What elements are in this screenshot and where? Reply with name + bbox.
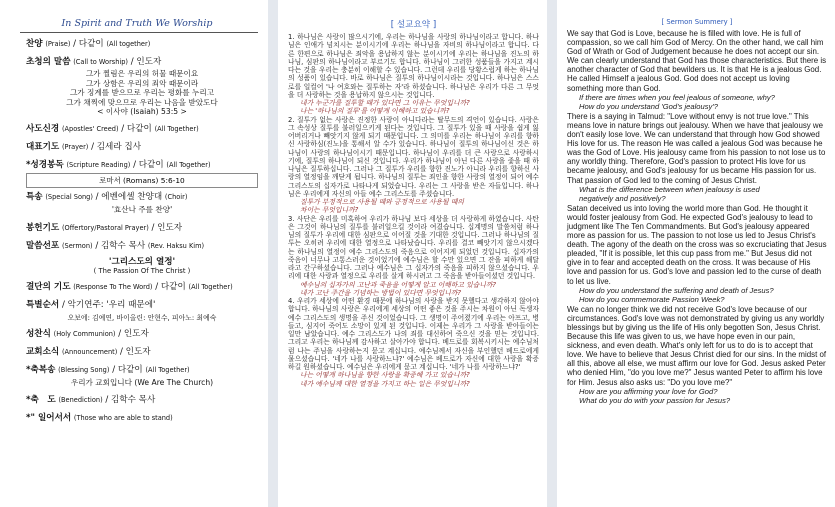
reflection-question: 내가 예수님께 대한 열정을 가지고 하는 일은 무엇입니까?	[300, 379, 470, 388]
order-item	[26, 124, 258, 135]
item-name: 교회소식	[26, 346, 60, 357]
item-leader-english: (All Together)	[188, 282, 233, 291]
item-english: (Call to Worship)	[73, 58, 129, 66]
korean-summary-panel	[278, 0, 547, 507]
summary-paragraph: 3. 사단은 우리를 미혹하여 우리가 하나님 보다 세상을 더 사랑하게 하였습니다. 사탄은 그것이 하나님의 질투를 불러일으킬 것이라 여겼습니다. 십계명의 말씀처럼 하나님의 질투가 우리에 대한 심판으로 이어질 것을 기대한 것입니다. 그러나 하나님의 질투는 오히려 우리에 대한 열정으로 나타났습니다. 우리를 결코 빼앗기지 않으시겠다는 하나님의 열정이 예수 그리스도의 죽음으로 이어지게 되었던 것입니다. 십자가의 죽음이 너무나 고통스러운 것이었기에 예수님은 할 수만 있으면 그 잔을 피하게 해달라고 간구하셨습니다. 그러나 예수님은 그 십자가의 죽음을 피하지 않으셨습니다. 우리에 대한 사랑과 열정으로 우리를 살게 하시려고 그 죽음을 받아들이셨던 것입니다.	[288, 214, 539, 281]
call-to-worship-text	[26, 69, 258, 117]
item-leader-english: (All together)	[106, 40, 151, 48]
item-name: 말씀선포	[26, 240, 60, 251]
reflection-question: How do you understand the suffering and death of Jesus?	[579, 285, 774, 295]
summary-paragraph: Satan deceived us into loving the world more than God. He thought it would foster jealousy from God. He expected God's jealousy to lead to judgment like The Ten Commandments. But God's jealousy appeared more as passion for us. The passion to not lose us led to Jesus Christ's death. The agony of the death on the cross was so excruciating that Jesus pleaded, "If it is possible, let this cup pass from me." But Jesus did not give in to fear and accepted death on the cross. It was because of His love and passion for us. God's love and passion led to the curse of death to let us live.	[567, 203, 827, 286]
item-english: (Special Song)	[45, 192, 93, 201]
reflection-question: What is the difference between when jealousy is used	[579, 184, 760, 194]
item-leader: / 다같이	[121, 123, 152, 134]
english-summary-title: [ Sermon Summery ]	[661, 18, 733, 26]
english-summary-body	[567, 29, 827, 406]
reflection-question: 내가 고난 주간을 기념하는 방법이 있다면 무엇입니까?	[300, 288, 462, 297]
english-summary-panel	[557, 0, 835, 507]
order-item	[26, 282, 258, 293]
reflection-question: How do you commemorate Passion Week?	[579, 295, 725, 305]
stand-note	[26, 413, 258, 424]
item-leader: / 다같이	[133, 159, 164, 170]
item-leader: / 에벤에셀 찬양대	[95, 191, 163, 202]
verse-line: 그가 채찍에 맞으므로 우리는 나음을 받았도다	[66, 97, 218, 107]
item-english: (Apostles' Creed)	[61, 124, 119, 133]
reflection-question: What do you do with your passion for Jesus?	[579, 396, 731, 406]
item-name: 초청의 말씀	[26, 57, 71, 67]
item-name: 봉헌기도	[26, 222, 60, 233]
item-name: 특송	[26, 191, 43, 202]
item-english: (Offertory/Pastoral Prayer)	[61, 223, 149, 232]
item-english: (Benediction)	[58, 395, 103, 404]
sermon-title: '그리스도의 열정'	[108, 256, 176, 267]
verse-line: 그가 징계를 받으므로 우리는 평화를 누리고	[69, 88, 215, 98]
reflection-question: negatively and positively?	[579, 194, 666, 204]
reflection-question: If there are times when you feel jealous of someone, why?	[579, 92, 775, 102]
reflection-question: 나는 어떻게 하나님을 향한 사랑을 확증해 가고 있습니까?	[300, 371, 470, 380]
item-name: *" 일어서서	[26, 412, 72, 423]
verse-reference: < 이사야 (Isaiah) 53:5 >	[97, 107, 187, 117]
item-name: 결단의 기도	[26, 281, 71, 292]
item-leader-english: (All Together)	[154, 124, 199, 133]
special-song-title: '효산나 주를 찬양'	[111, 204, 173, 214]
item-leader-english: (All Together)	[145, 365, 190, 374]
item-leader: / 김학수 목사	[95, 240, 146, 251]
item-leader: / 인도자	[118, 328, 149, 339]
item-name: 성찬식	[26, 328, 51, 339]
header-divider	[20, 32, 258, 33]
order-item	[26, 365, 258, 376]
order-item	[26, 192, 258, 203]
item-leader: / 다같이	[112, 364, 143, 375]
reflection-question: How do you understand 'God's jealousy'?	[579, 102, 719, 112]
item-english: (Sermon)	[61, 241, 93, 250]
worship-order-panel	[0, 0, 268, 507]
item-leader: / 김세라 집사	[91, 141, 141, 152]
order-item	[26, 241, 258, 252]
reflection-question: 내가 누군가를 질투할 때가 있다면 그 이유는 무엇입니까?	[300, 99, 470, 107]
item-english: (Scripture Reading)	[66, 160, 131, 169]
order-item	[26, 223, 258, 234]
item-name: 사도신경	[26, 123, 60, 134]
scripture-reference-box: 로마서 (Romans) 5:6-10	[26, 173, 258, 188]
item-leader: / 인도자	[151, 222, 183, 233]
summary-paragraph: There is a saying in Talmud: "Love without envy is not true love." This means love in nature brings out jealousy. When we have that jealousy we don't easily lose love. We can understand that through how God showed His love for us. The reason He was called a jealous God was because he was the God of Love. His jealousy came from his passion to not lose us to any worldly thing. Therefore, God's passion to protect His love for us became jealousy, and God's jealousy for us became His passion for us. That passion of God led to the coming of Jesus Christ.	[567, 111, 826, 185]
item-leader: / 다같이	[155, 281, 186, 292]
item-name: 대표기도	[26, 141, 60, 152]
item-name: *축복송	[26, 364, 56, 375]
item-name: 찬양	[26, 39, 43, 49]
korean-summary-body	[288, 33, 539, 388]
order-item	[26, 329, 258, 340]
item-name: *축 도	[26, 394, 56, 405]
special-performers: 오보에: 김예연, 바이올린: 안현수, 피아노: 최예숙	[67, 313, 217, 322]
item-leader: / 악기연주: '우리 때문에'	[61, 299, 156, 310]
item-leader-english: (All Together)	[166, 160, 211, 169]
item-name: *성경봉독	[26, 159, 64, 170]
item-english: (Announcement)	[61, 347, 118, 356]
order-item	[26, 300, 258, 311]
panel-header: In Spirit and Truth We Worship	[61, 18, 213, 29]
item-english: (Those who are able to stand)	[73, 413, 173, 422]
sermon-title-english: ( The Passion Of The Christ )	[93, 266, 191, 275]
order-item	[26, 395, 258, 406]
verse-line: 그가 상함은 우리의 죄악 때문이라	[85, 78, 199, 88]
summary-paragraph: 2. 질투가 없는 사랑은 진정한 사랑이 아니다라는 탈무드의 격언이 있습니다. 사랑은 그 속성상 질투를 불러일으키게 된다는 것입니다. 그 질투가 있을 때 사랑을 쉽게 잃어버리거나 빼앗기지 않게 되기 때문입니다. 그 의미를 우리는 하나님이 우리를 향하신 사랑하심(진노)을 통해서 알 수가 있습니다. 하나님이 질투의 하나님이신 것은 하나님이 사랑의 하나님이시기 때문입니다. 하나님이 우리를 더 큰 사랑으로 사랑하시기에, 질투의 하나님이 되신 것입니다. 우리가 하나님이 아닌 다른 사랑을 좇을 때 하나님은 질투하십니다. 그러나 그 질투가 우리를 향한 진노가 아니라 우리를 향하신 사랑의 열정임을 깨닫게 됩니다. 하나님의 질투는 죄인을 향한 사랑의 열정이 되어 예수 그리스도의 십자가로 나타나게 되었습니다. 우리는 그 사랑을 받은 자들입니다. 하나님은 우리에게 자신의 아들 예수 그리스도를 주셨습니다.	[288, 115, 539, 198]
summary-paragraph: 1. 하나님은 사랑이 많으시기에, 우리는 하나님을 사랑의 하나님이라고 합니다. 하나님은 인애가 넘치시는 분이시기에 우리는 하나님을 자비의 하나님이라고 합니다. 다른 한편으로 하나님은 죄악을 용납하지 않는 분이시기에 우리는 하나님을 진노의 하나님, 심판의 하나님이라고 부르기도 합니다. 하나님이 그러한 성품들을 가지고 계시다는 것을 우리는 충분히 이해할 수 있습니다. 그런데 우리를 당황스럽게 하는 하나님의 성품이 있습니다. 바로 하나님은 질투의 하나님이시라는 것입니다. 하나님은 스스로를 일컬어 '나 여호와는 질투하는 자'라 하셨습니다. 하나님은 우리가 다른 그 무엇을 더 사랑하는 것을 용납하지 않으시는 것입니다.	[288, 33, 539, 99]
order-item	[26, 347, 258, 358]
item-leader: / 김학수 목사	[105, 394, 156, 405]
item-english: (Prayer)	[61, 142, 89, 151]
blessing-song-title: 우리가 교회입니다 (We Are The Church)	[70, 377, 214, 387]
reflection-question: How are you affirming your love for God?	[579, 386, 718, 396]
item-leader-english: (Choir)	[164, 192, 188, 201]
order-item	[26, 160, 258, 171]
item-english: (Response To The Word)	[73, 282, 153, 291]
order-item	[26, 39, 258, 50]
korean-summary-title: [ 설교요약 ]	[390, 20, 437, 30]
verse-line: 그가 찔림은 우리의 허물 때문이요	[85, 69, 199, 78]
item-english: (Holy Communion)	[53, 329, 116, 338]
item-leader: / 다같이	[73, 39, 104, 49]
summary-paragraph: We can no longer think we did not receive God's love because of our circumstances. God's love was not demonstrated by giving us any worldly blessings but by giving us the life of His only begotten Son, Jesus Christ. Because this life was given to us, we have hope even in our pain, sickness, and even death. What's only left for us to do is to accept that love. We have to believe that Jesus Christ died for our sins. In the midst of all this, above all else, we must affirm our love for God. Jesus asked Peter who denied Him, "do you love me?" Jesus wanted Peter to affirm his love for Him. Jesus also asks us: "Do you love me?"	[567, 304, 827, 387]
item-leader: / 인도자	[120, 346, 151, 357]
reflection-question: 나는 '하나님의 질투'를 어떻게 이해하고 있습니까?	[300, 107, 450, 116]
item-english: (Blessing Song)	[58, 365, 110, 374]
reflection-question: 예수님의 십자가의 고난과 죽음을 어떻게 알고 이해하고 있습니까?	[300, 280, 497, 289]
summary-paragraph: 4. 우리가 세상에 어떤 환경 때문에 하나님의 사랑을 받지 못했다고 생각하지 않아야 합니다. 하나님의 사랑은 우리에게 세상의 어떤 좋은 것을 주시는 차원이 아닌 독생자 예수 그리스도의 생명을 주신 것이었습니다. 그 생명이 주어졌기에 우리는 아프고, 병들고, 심지어 죽어도 소망이 있게 된 것입니다. 이제는 우리가 그 사랑을 받아들이는 일만 남았습니다. 예수 그리스도가 나의 죄를 대신하여 죽으신 것을 믿는 것입니다. 그리고 우리는 하나님께 감사하고 살아가야 합니다. 베드로를 회복시키시는 예수님처럼 나는 주님을 사랑하는지 묻고 계십니다. 예수님께서 자신을 부인했던 베드로에게 물으셨습니다. '네가 나를 사랑하느냐?' 예수님은 베드로가 자신에 대한 사랑을 확증하길 원하셨습니다. 예수님은 우리에게 묻고 계십니다. '네가 나를 사랑하느냐?'	[288, 297, 539, 371]
order-item	[26, 57, 258, 68]
item-leader: / 인도자	[130, 57, 162, 67]
reflection-question: 질투가 부정적으로 사용될 때와 긍정적으로 사용될 때의	[300, 198, 464, 206]
order-item	[26, 142, 258, 153]
summary-paragraph: We say that God is Love, because he is filled with love. He is full of compassion, so we call him God of Mercy. On the other hand, we call him God of Wrath or God of Judgement because he does not accept our sin. We can clearly understand that God has those characteristics. But there is another character of God that bewilders us. It is that He is a jealous God. He called Himself a jealous God. God does not accept us loving something more than God.	[567, 29, 827, 93]
item-name: 특별순서	[26, 299, 60, 310]
reflection-question: 차이는 무엇입니까?	[300, 206, 359, 215]
item-english: (Praise)	[45, 40, 71, 48]
item-leader-english: (Rev. Haksu Kim)	[147, 241, 205, 250]
